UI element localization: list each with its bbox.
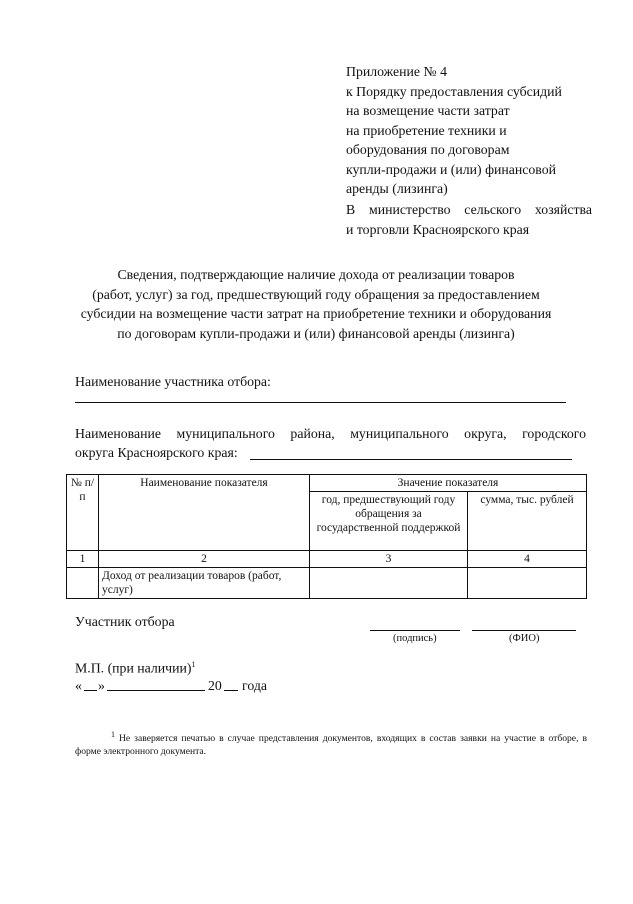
footnote-ref: 1	[191, 660, 196, 669]
appendix-line: Приложение № 4	[346, 64, 448, 79]
date-close-quote: »	[98, 678, 105, 693]
municipality-label-line1: Наименование муниципального района, муниципального округа, городского	[75, 426, 586, 441]
signature-field[interactable]	[370, 630, 460, 631]
fio-field[interactable]	[472, 630, 576, 631]
appendix-line: оборудования по договорам	[346, 142, 510, 157]
appendix-line: на возмещение части затрат	[346, 103, 510, 118]
subheader-year: год, предшествующий году обращения за государственной поддержкой	[310, 492, 468, 551]
footnote	[75, 728, 587, 758]
header-number: № п/п	[67, 475, 99, 551]
date-month-field[interactable]	[107, 690, 205, 691]
document-title	[40, 265, 592, 343]
participant-name-field[interactable]	[75, 402, 566, 403]
stamp-label	[75, 655, 196, 678]
row-year-value-cell[interactable]	[310, 568, 468, 599]
participant-signature-label: Участник отбора	[75, 614, 175, 629]
date-open-quote: «	[75, 678, 82, 693]
date-year-prefix: 20	[208, 678, 222, 693]
title-line: Сведения, подтверждающие наличие дохода от реализации товаров	[117, 267, 515, 282]
participant-name-label: Наименование участника отбора:	[75, 374, 271, 389]
header-indicator-value: Значение показателя	[310, 475, 587, 492]
appendix-line: купли-продажи и (или) финансовой	[346, 161, 557, 177]
municipality-label-line2: округа Красноярского края:	[75, 445, 238, 460]
appendix-line: на приобретение техники и	[346, 122, 507, 138]
addressee-line: В министерство сельского хозяйства	[346, 202, 592, 217]
fio-caption: (ФИО)	[509, 633, 540, 644]
header-indicator-name: Наименование показателя	[99, 475, 310, 551]
municipality-field[interactable]	[250, 459, 572, 460]
title-line: (работ, услуг) за год, предшествующий году обращения за предоставлением	[92, 286, 540, 302]
signature-caption: (подпись)	[393, 633, 437, 644]
date-day-field[interactable]	[84, 690, 97, 691]
title-line: по договорам купли-продажи и (или) финансовой аренды (лизинга)	[117, 325, 515, 341]
row-sum-value-cell[interactable]	[468, 568, 587, 599]
date-year-suffix: года	[242, 678, 267, 693]
title-line: субсидии на возмещение части затрат на приобретение техники и оборудования	[80, 306, 552, 321]
stamp-text: М.П. (при наличии)	[75, 660, 192, 676]
subheader-sum: сумма, тыс. рублей	[468, 492, 587, 551]
footnote-text: Не заверяется печатью в случае представления документов, входящих в состав заявки на участие в отборе, в форме электронного документа.	[75, 733, 587, 758]
column-number: 4	[468, 551, 587, 568]
addressee	[346, 200, 592, 239]
row-number-cell	[67, 568, 99, 599]
column-number: 3	[310, 551, 468, 568]
addressee-line: и торговли Красноярского края	[346, 221, 530, 237]
row-indicator-name: Доход от реализации товаров (работ, услуг)	[99, 568, 310, 599]
indicators-table	[66, 474, 587, 599]
column-number: 2	[99, 551, 310, 568]
appendix-header	[346, 62, 616, 199]
table-row	[67, 568, 587, 599]
date-year-field[interactable]	[224, 690, 238, 691]
appendix-line: аренды (лизинга)	[346, 181, 448, 196]
footnote-mark: 1	[111, 730, 115, 739]
appendix-line: к Порядку предоставления субсидий	[346, 83, 562, 99]
column-number: 1	[67, 551, 99, 568]
